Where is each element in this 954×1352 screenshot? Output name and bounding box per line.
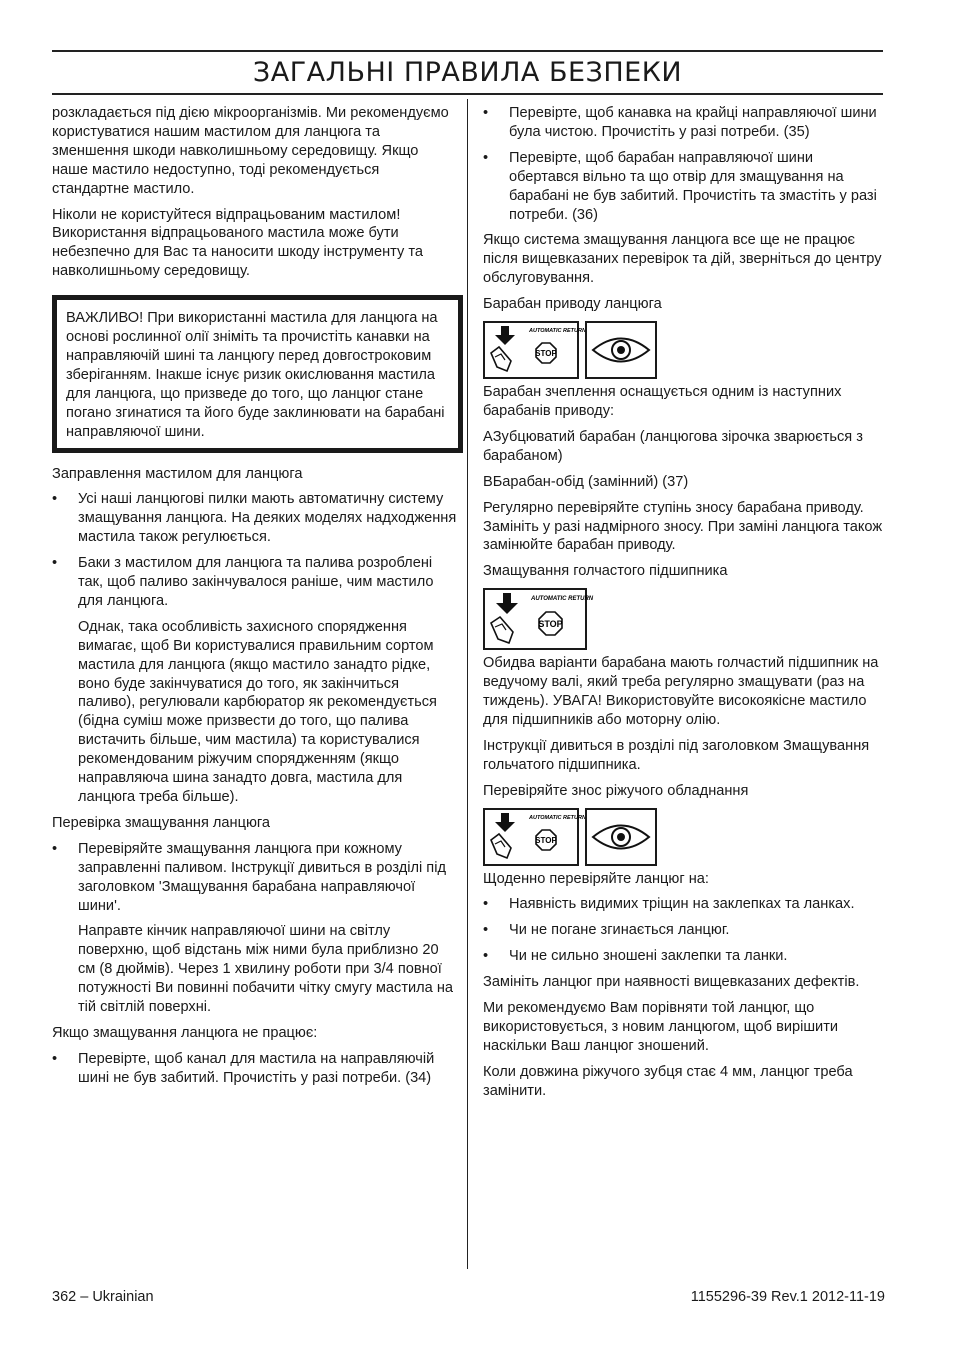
indented-paragraph: Направте кінчик направляючої шини на світлу поверхню, щоб відстань між ними була приблизно 20 см (8 дюймів). Через 1 хвилину роботи при 3/4 повної потужності Ви повинні побачити чітку смугу мастила на тій світлій поверхні. bbox=[78, 923, 454, 1016]
stop-label: STOP bbox=[538, 619, 563, 630]
right-column bbox=[483, 104, 885, 1108]
header-rule-top bbox=[52, 50, 883, 52]
paragraph: Якщо система змащування ланцюга все ще не працює після вищевказаних перевірок та дій, зверніться до центру обслуговування. bbox=[483, 232, 882, 287]
eye-inspect-icon bbox=[585, 808, 657, 866]
important-notice-text: ВАЖЛИВО! При використанні мастила для ланцюга на основі рослинної олії зніміть та прочистіть канавки на направляючій шині та ланцюгу перед довгостроковим зберіганням. Інакше існує ризик окислювання мастила для ланцюга, що призведе до того, що ланцюг стане погано згинатися та його буде заклинювати на барабані направляючої шини. bbox=[66, 310, 445, 440]
paragraph: Обидва варіанти барабана мають голчастий підшипник на ведучому валі, який треба регулярно змащувати (раз на тиждень). УВАГА! Використовуйте високоякісне мастило для підшипників або моторну олію. bbox=[483, 655, 879, 728]
bullet-item: • Чи не погане згинається ланцюг. bbox=[483, 921, 885, 940]
bullet-item: • Баки з мастилом для ланцюга та палива розроблені так, щоб паливо закінчувалося раніше, чим мастило для ланцюга. bbox=[52, 554, 457, 611]
paragraph: Ми рекомендуємо Вам порівняти той ланцюг, що використовується, з новим ланцюгом, щоб вирішити наскільки Ваш ланцюг зношений. bbox=[483, 1000, 839, 1054]
paragraph: Інструкції дивиться в розділі під заголовком Змащування гольчатого підшипника. bbox=[483, 737, 870, 773]
paragraph: Щоденно перевіряйте ланцюг на: bbox=[483, 870, 709, 887]
footer-page-number: 362 – Ukrainian bbox=[52, 1289, 154, 1305]
header-rule-bottom bbox=[52, 93, 883, 95]
auto-return-label: AUTOMATIC RETURN bbox=[531, 596, 594, 603]
section-heading-oil-filling: Заправлення мастилом для ланцюга bbox=[52, 465, 303, 482]
section-heading-lubrication-check: Перевірка змащування ланцюга bbox=[52, 814, 271, 831]
paragraph: BБарабан-обід (замінний) (37) bbox=[483, 473, 689, 490]
icon-row-drive-drum bbox=[483, 321, 885, 379]
indented-paragraph: Однак, така особливість захисного спорядження вимагає, щоб Ви користувалися правильним сортом мастила для ланцюга (якщо мастило занадто рідке, воно буде закінчуватися до того, як закінчиться паливо), регулювали карбюратор як рекомендується (бідна суміш може призвести до того, що палива вистачить більше, чим мастила) та користувалися рекомендованим ріжучим спорядженням (якщо направляюча шина занадто довга, мастила для ланцюга треба більше). bbox=[78, 618, 437, 805]
icon-row-cutting-equipment bbox=[483, 808, 885, 866]
page-title: ЗАГАЛЬНІ ПРАВИЛА БЕЗПЕКИ bbox=[252, 57, 683, 88]
paragraph: розкладається під дією мікроорганізмів. Ми рекомендуємо користуватися нашим мастилом для ланцюга та зменшення шкоди навколишньому середовищу. Якщо наше мастило недоступно, тоді рекомендується стандартне мастило. bbox=[52, 105, 449, 197]
bullet-item: • Наявність видимих тріщин на заклепках та ланках. bbox=[483, 895, 885, 914]
auto-return-label: AUTOMATIC RETURN bbox=[529, 328, 586, 335]
section-heading-cutting-equipment: Перевіряйте знос ріжучого обладнання bbox=[483, 782, 749, 799]
stop-engine-icon bbox=[483, 808, 586, 866]
auto-return-label: AUTOMATIC RETURN bbox=[529, 814, 586, 821]
paragraph: Замініть ланцюг при наявності вищевказаних дефектів. bbox=[483, 974, 860, 991]
stop-engine-icon bbox=[483, 588, 594, 650]
important-notice-box bbox=[52, 295, 463, 452]
section-heading-needle-bearing: Змащування голчастого підшипника bbox=[483, 563, 728, 580]
bullet-item: • Чи не сильно зношені заклепки та ланки. bbox=[483, 947, 885, 966]
bullet-item: • Перевірте, щоб канал для мастила на направляючій шині не був забитий. Прочистіть у разі потреби. (34) bbox=[52, 1050, 457, 1088]
paragraph: AЗубцюватий барабан (ланцюгова зірочка зварюється з барабаном) bbox=[483, 428, 863, 464]
stop-engine-icon bbox=[483, 321, 586, 379]
bullet-item: • Усі наші ланцюгові пилки мають автоматичну систему змащування ланцюга. На деяких моделях надходження мастила також регулюється. bbox=[52, 490, 457, 547]
footer-doc-id: 1155296-39 Rev.1 2012-11-19 bbox=[690, 1289, 885, 1305]
bullet-item: • Перевіряйте змащування ланцюга при кожному заправленні паливом. Інструкції дивиться в розділі під заголовком 'Змащування барабана направляючої шини'. bbox=[52, 840, 457, 916]
bullet-item: • Перевірте, щоб барабан направляючої шини обертався вільно та що отвір для змащування на барабані не був забитий. Прочистіть та змастіть у разі потреби. (36) bbox=[483, 149, 885, 225]
paragraph: Регулярно перевіряйте ступінь зносу барабана приводу. Замініть у разі надмірного зносу. При заміні ланцюга також замінюйте барабан приводу. bbox=[483, 499, 883, 554]
stop-label: STOP bbox=[535, 835, 557, 845]
paragraph: Барабан зчеплення оснащується одним із наступних барабанів приводу: bbox=[483, 384, 842, 419]
paragraph: Якщо змащування ланцюга не працює: bbox=[52, 1024, 318, 1041]
column-divider bbox=[467, 99, 468, 1269]
eye-inspect-icon bbox=[585, 321, 657, 379]
paragraph: Ніколи не користуйтеся відпрацьованим мастилом! Використання відпрацьованого мастила може бути небезпечно для Вас та наносити шкоду інструменту та навколишньому середовищу. bbox=[52, 206, 423, 280]
paragraph: Коли довжина ріжучого зубця стає 4 мм, ланцюг треба замінити. bbox=[483, 1063, 853, 1099]
bullet-item: • Перевірте, щоб канавка на крайці направляючої шини була чистою. Прочистіть у разі потреби. (35) bbox=[483, 104, 885, 142]
icon-row-needle-bearing bbox=[483, 588, 885, 650]
stop-label: STOP bbox=[535, 349, 557, 359]
left-column bbox=[52, 104, 457, 1095]
section-heading-drive-drum: Барабан приводу ланцюга bbox=[483, 296, 662, 313]
